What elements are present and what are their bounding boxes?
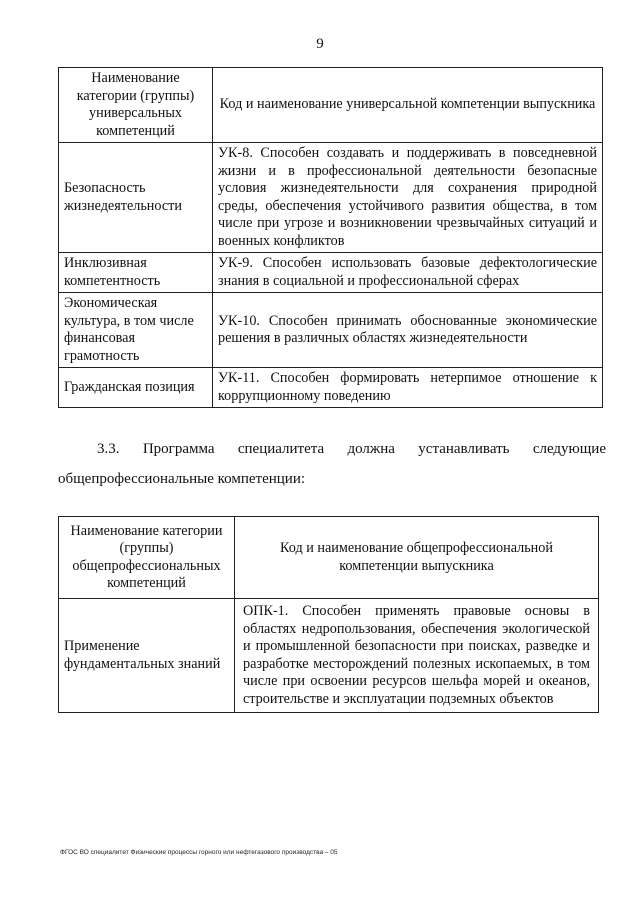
category-cell: Инклюзивная компетентность: [59, 253, 213, 293]
competence-cell: ОПК-1. Способен применять правовые основы в областях недропользования, обеспечения экологической и промышленной безопасности при поисках, разведке и разработке месторождений полезных ископаемых, в том числе при освоении ресурсов шельфа морей и океанов, строительстве и эксплуатации подземных объектов: [235, 599, 599, 713]
table-row: [59, 143, 603, 253]
competence-cell: УК-10. Способен принимать обоснованные экономические решения в различных областях жизнедеятельности: [213, 293, 603, 368]
header-category-cell: Наименование категории (группы) общепрофессиональных компетенций: [59, 517, 235, 599]
competence-cell: УК-11. Способен формировать нетерпимое отношение к коррупционному поведению: [213, 368, 603, 408]
table-row: [59, 599, 599, 713]
table-header-row: [59, 68, 603, 143]
page-number: 9: [316, 36, 324, 52]
category-cell: Экономическая культура, в том числе финансовая грамотность: [59, 293, 213, 368]
header-category-cell: Наименование категории (группы) универсальных компетенций: [59, 68, 213, 143]
table-header-row: [59, 517, 599, 599]
table-row: [59, 368, 603, 408]
table-row: [59, 253, 603, 293]
category-cell: Применение фундаментальных знаний: [59, 599, 235, 713]
header-code-cell: Код и наименование общепрофессиональной компетенции выпускника: [235, 517, 599, 599]
general-professional-competencies-table: [58, 516, 599, 713]
competence-cell: УК-8. Способен создавать и поддерживать в повседневной жизни и в профессиональной деятельности безопасные условия жизнедеятельности для сохранения природной среды, обеспечения устойчивого развития общества, в том числе при угрозе и возникновении чрезвычайных ситуаций и военных конфликтов: [213, 143, 603, 253]
table-row: [59, 293, 603, 368]
paragraph-line-1: 3.3. Программа специалитета должна устанавливать следующие: [97, 441, 606, 457]
paragraph-line-2: общепрофессиональные компетенции:: [58, 471, 306, 487]
body-paragraph: [58, 434, 606, 494]
header-code-cell: Код и наименование универсальной компетенции выпускника: [213, 68, 603, 143]
competence-cell: УК-9. Способен использовать базовые дефектологические знания в социальной и профессиональной сферах: [213, 253, 603, 293]
universal-competencies-table: [58, 67, 603, 408]
category-cell: Гражданская позиция: [59, 368, 213, 408]
category-cell: Безопасность жизнедеятельности: [59, 143, 213, 253]
document-footer: ФГОС ВО специалитет Физические процессы горного или нефтегазового производства – 05: [60, 849, 338, 856]
